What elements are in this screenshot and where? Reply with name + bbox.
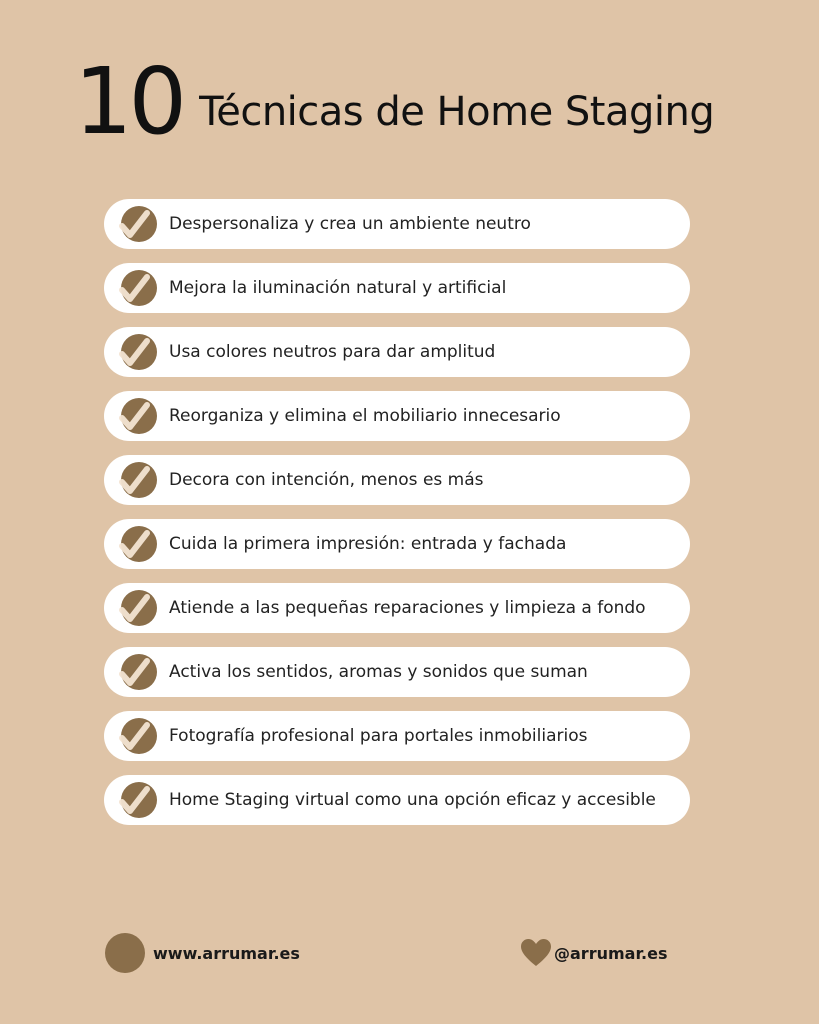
- heart-icon: [520, 938, 552, 968]
- list-item: [104, 327, 690, 377]
- list-item-label: Mejora la iluminación natural y artificial: [169, 278, 507, 298]
- list-item-label: Decora con intención, menos es más: [169, 470, 484, 490]
- list-item: [104, 775, 690, 825]
- check-circle-icon: [117, 460, 157, 500]
- list-item-label: Cuida la primera impresión: entrada y fachada: [169, 534, 567, 554]
- list-item: [104, 199, 690, 249]
- check-circle-icon: [117, 524, 157, 564]
- check-circle-icon: [117, 204, 157, 244]
- title-text: Técnicas de Home Staging: [199, 89, 715, 135]
- list-item-label: Reorganiza y elimina el mobiliario innecesario: [169, 406, 561, 426]
- check-circle-icon: [117, 396, 157, 436]
- social-handle[interactable]: @arrumar.es: [554, 943, 668, 963]
- list-item: [104, 583, 690, 633]
- list-item: [104, 647, 690, 697]
- website-link[interactable]: www.arrumar.es: [153, 943, 300, 963]
- techniques-list: [104, 199, 690, 839]
- list-item: [104, 455, 690, 505]
- list-item: [104, 391, 690, 441]
- list-item: [104, 263, 690, 313]
- check-circle-icon: [117, 588, 157, 628]
- list-item-label: Despersonaliza y crea un ambiente neutro: [169, 214, 531, 234]
- footer-website[interactable]: [105, 933, 300, 973]
- check-circle-icon: [117, 780, 157, 820]
- title-number: 10: [74, 48, 184, 155]
- check-circle-icon: [117, 332, 157, 372]
- list-item-label: Home Staging virtual como una opción eficaz y accesible: [169, 790, 656, 810]
- list-item-label: Fotografía profesional para portales inmobiliarios: [169, 726, 588, 746]
- page-title: [74, 48, 715, 155]
- check-circle-icon: [117, 268, 157, 308]
- list-item: [104, 711, 690, 761]
- list-item-label: Activa los sentidos, aromas y sonidos que suman: [169, 662, 588, 682]
- footer-social[interactable]: [520, 938, 668, 968]
- check-circle-icon: [117, 652, 157, 692]
- list-item: [104, 519, 690, 569]
- brand-dot-icon: [105, 933, 145, 973]
- list-item-label: Atiende a las pequeñas reparaciones y limpieza a fondo: [169, 598, 646, 618]
- list-item-label: Usa colores neutros para dar amplitud: [169, 342, 496, 362]
- check-circle-icon: [117, 716, 157, 756]
